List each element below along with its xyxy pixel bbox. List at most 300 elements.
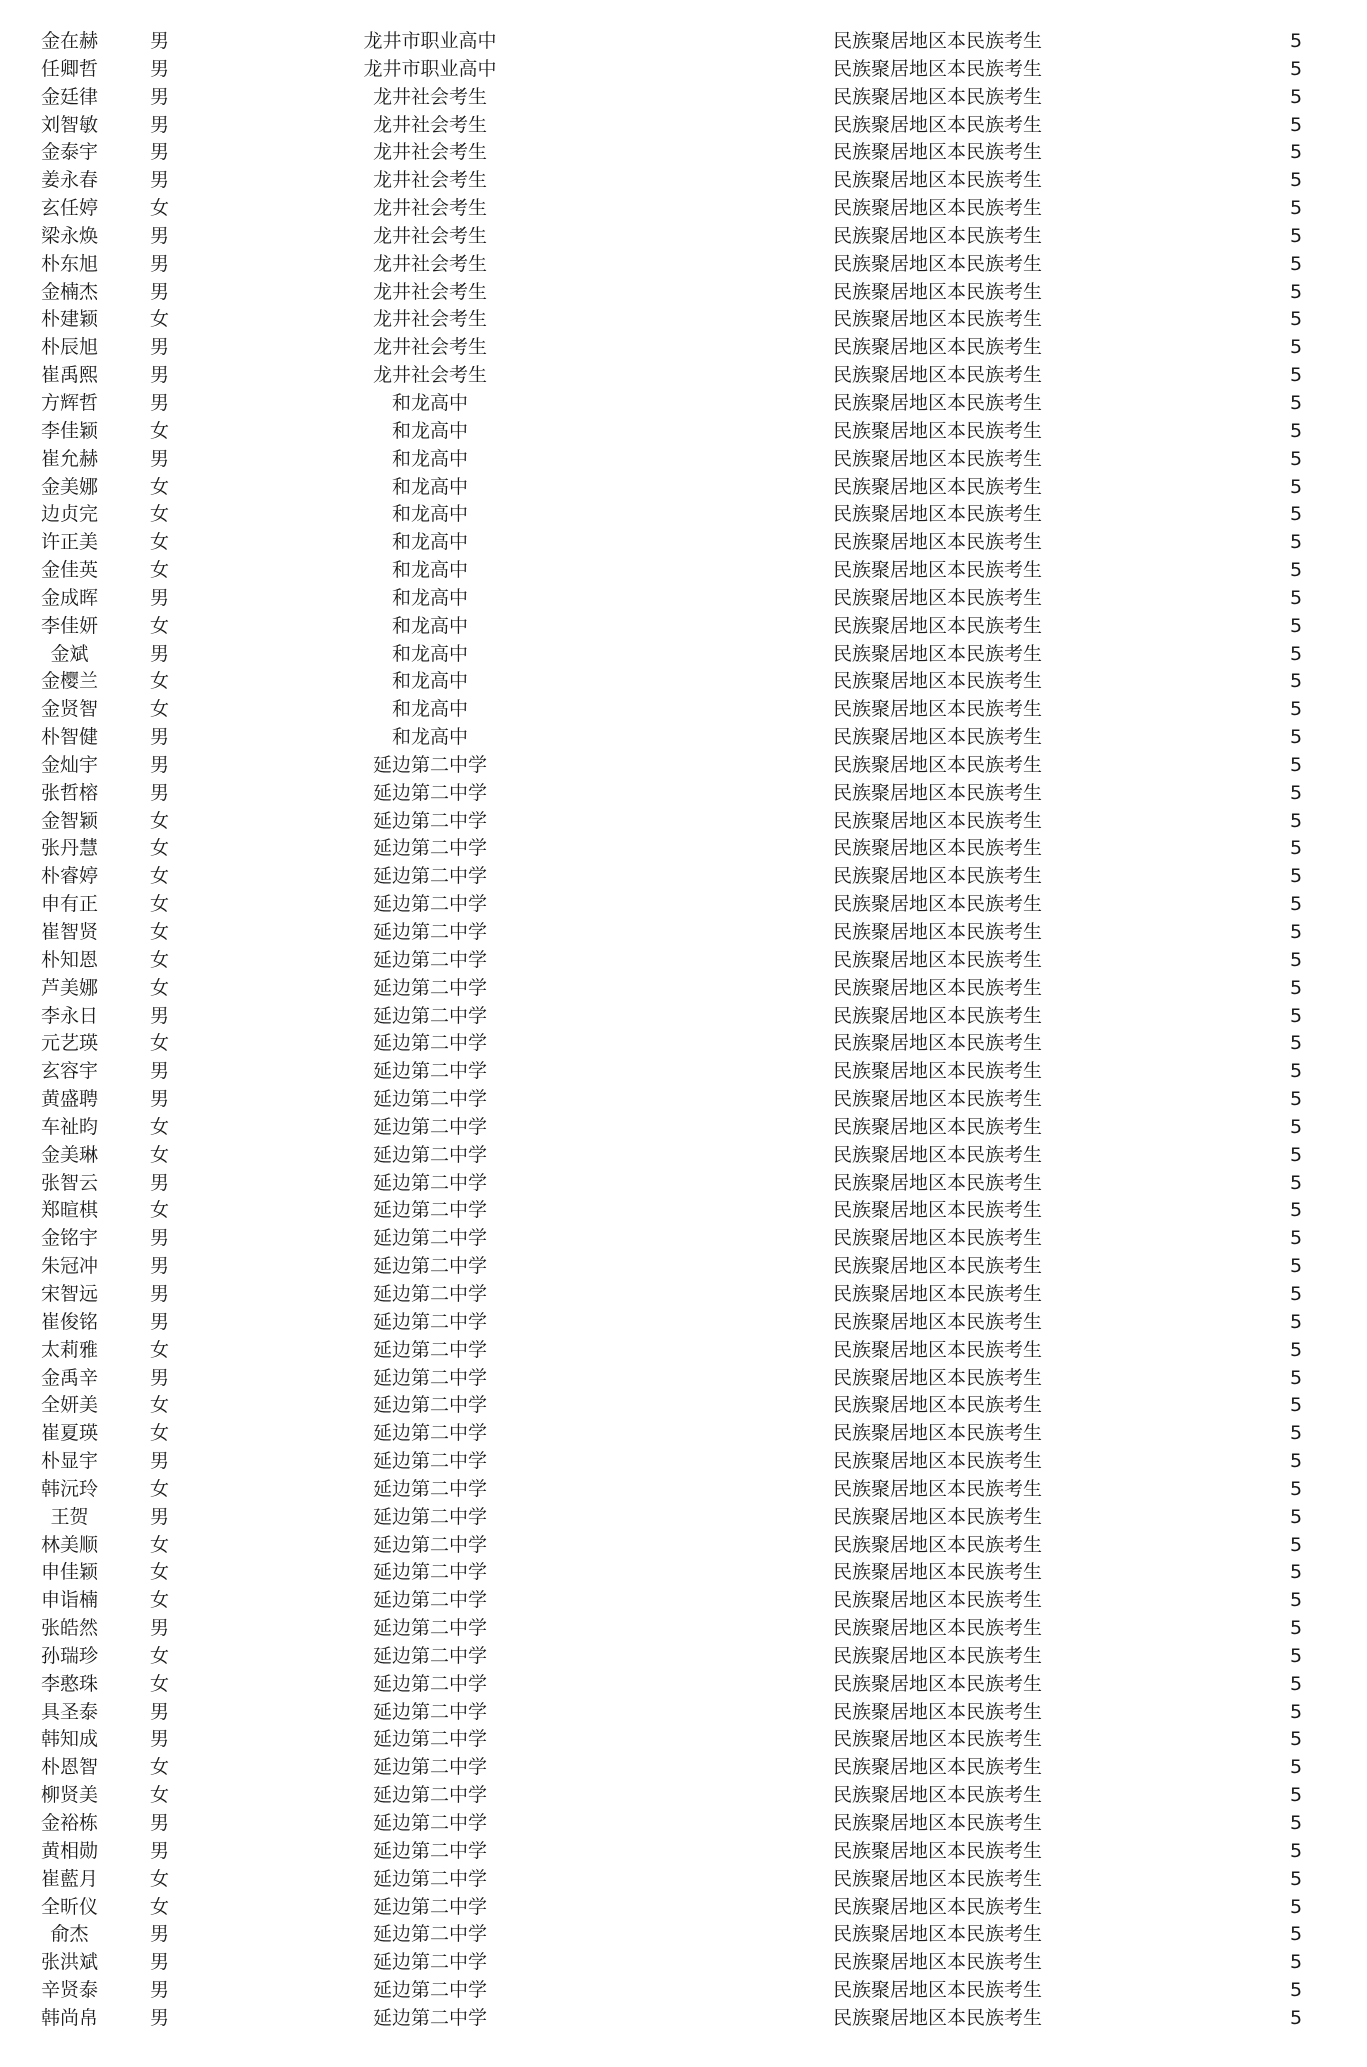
student-score: 5: [1290, 1115, 1303, 1138]
student-category: 民族聚居地区本民族考生: [833, 1617, 1043, 1640]
student-score: 5: [1290, 252, 1303, 275]
student-school: 延边第二中学: [372, 2006, 487, 2029]
student-name: 郑暄棋: [40, 1199, 98, 1222]
table-row: [0, 84, 1367, 112]
student-name: 金楠杰: [40, 280, 98, 303]
student-school: 龙井社会考生: [372, 252, 487, 275]
table-row: [0, 1504, 1367, 1532]
student-gender: 男: [150, 364, 170, 387]
student-gender: 男: [150, 1617, 170, 1640]
student-score: 5: [1290, 1004, 1303, 1027]
student-school: 延边第二中学: [372, 976, 487, 999]
student-gender: 男: [150, 1923, 170, 1946]
student-school: 和龙高中: [391, 614, 468, 637]
student-category: 民族聚居地区本民族考生: [833, 419, 1043, 442]
student-name: 金成晖: [40, 586, 98, 609]
table-row: [0, 474, 1367, 502]
student-gender: 女: [150, 893, 170, 916]
student-score: 5: [1290, 948, 1303, 971]
student-score: 5: [1290, 1505, 1303, 1528]
student-gender: 女: [150, 1895, 170, 1918]
student-category: 民族聚居地区本民族考生: [833, 1004, 1043, 1027]
table-row: [0, 1337, 1367, 1365]
student-category: 民族聚居地区本民族考生: [833, 726, 1043, 749]
student-school: 龙井社会考生: [372, 169, 487, 192]
student-name: 张智云: [40, 1171, 98, 1194]
student-school: 和龙高中: [391, 559, 468, 582]
table-row: [0, 56, 1367, 84]
student-category: 民族聚居地区本民族考生: [833, 670, 1043, 693]
student-gender: 男: [150, 1171, 170, 1194]
student-name: 车祉昀: [40, 1115, 98, 1138]
student-score: 5: [1290, 1895, 1303, 1918]
student-score: 5: [1290, 280, 1303, 303]
student-score: 5: [1290, 336, 1303, 359]
student-school: 龙井社会考生: [372, 280, 487, 303]
student-category: 民族聚居地区本民族考生: [833, 921, 1043, 943]
student-school: 延边第二中学: [372, 1088, 487, 1111]
student-category: 民族聚居地区本民族考生: [833, 976, 1043, 999]
table-row: [0, 947, 1367, 975]
student-gender: 女: [150, 475, 170, 498]
student-school: 延边第二中学: [372, 1060, 487, 1083]
table-row: [0, 1142, 1367, 1170]
student-score: 5: [1290, 586, 1303, 609]
student-name: 崔智贤: [40, 921, 98, 943]
student-school: 延边第二中学: [372, 1561, 487, 1584]
student-name: 俞杰: [50, 1923, 89, 1946]
student-score: 5: [1290, 503, 1303, 526]
student-category: 民族聚居地区本民族考生: [833, 893, 1043, 916]
student-school: 延边第二中学: [372, 1923, 487, 1946]
table-row: [0, 1281, 1367, 1309]
student-score: 5: [1290, 1310, 1303, 1333]
student-name: 林美顺: [40, 1533, 98, 1556]
student-school: 龙井社会考生: [372, 336, 487, 359]
student-name: 申佳颖: [40, 1561, 98, 1584]
student-gender: 男: [150, 1060, 170, 1083]
table-row: [0, 808, 1367, 836]
student-school: 延边第二中学: [372, 921, 487, 943]
student-gender: 男: [150, 252, 170, 275]
student-school: 和龙高中: [391, 391, 468, 414]
student-score: 5: [1290, 85, 1303, 108]
student-score: 5: [1290, 364, 1303, 387]
table-row: [0, 1114, 1367, 1142]
student-name: 全昕仪: [40, 1895, 98, 1918]
student-gender: 男: [150, 1088, 170, 1111]
student-category: 民族聚居地区本民族考生: [833, 1784, 1043, 1807]
table-row: [0, 835, 1367, 863]
student-category: 民族聚居地区本民族考生: [833, 837, 1043, 860]
table-row: [0, 752, 1367, 780]
student-category: 民族聚居地区本民族考生: [833, 391, 1043, 414]
student-gender: 女: [150, 614, 170, 637]
student-gender: 男: [150, 1979, 170, 2002]
student-gender: 男: [150, 336, 170, 359]
student-gender: 女: [150, 503, 170, 526]
table-row: [0, 1225, 1367, 1253]
student-school: 延边第二中学: [372, 1784, 487, 1807]
student-category: 民族聚居地区本民族考生: [833, 503, 1043, 526]
student-school: 和龙高中: [391, 586, 468, 609]
student-name: 任卿哲: [40, 57, 98, 80]
student-gender: 女: [150, 1199, 170, 1222]
student-school: 龙井社会考生: [372, 364, 487, 387]
student-school: 延边第二中学: [372, 1422, 487, 1445]
student-score: 5: [1290, 1533, 1303, 1556]
table-row: [0, 1615, 1367, 1643]
table-row: [0, 975, 1367, 1003]
student-gender: 男: [150, 447, 170, 470]
student-gender: 男: [150, 391, 170, 414]
student-name: 李憨珠: [40, 1672, 98, 1695]
table-row: [0, 1420, 1367, 1448]
student-gender: 男: [150, 1004, 170, 1027]
student-score: 5: [1290, 531, 1303, 554]
student-score: 5: [1290, 670, 1303, 693]
table-row: [0, 362, 1367, 390]
student-gender: 男: [150, 1700, 170, 1723]
student-gender: 女: [150, 1533, 170, 1556]
student-score: 5: [1290, 1394, 1303, 1417]
student-category: 民族聚居地区本民族考生: [833, 1282, 1043, 1305]
student-category: 民族聚居地区本民族考生: [833, 280, 1043, 303]
student-gender: 男: [150, 1450, 170, 1473]
student-name: 金铭宇: [40, 1227, 98, 1250]
student-school: 龙井社会考生: [372, 113, 487, 136]
student-gender: 女: [150, 1115, 170, 1138]
student-category: 民族聚居地区本民族考生: [833, 1115, 1043, 1138]
student-gender: 女: [150, 698, 170, 721]
student-score: 5: [1290, 559, 1303, 582]
student-gender: 男: [150, 141, 170, 164]
student-category: 民族聚居地区本民族考生: [833, 336, 1043, 359]
table-row: [0, 1894, 1367, 1922]
student-gender: 女: [150, 308, 170, 331]
student-name: 崔俊铭: [40, 1310, 98, 1333]
student-name: 黄盛聘: [40, 1088, 98, 1111]
student-category: 民族聚居地区本民族考生: [833, 1422, 1043, 1445]
student-name: 黄相勋: [40, 1839, 98, 1862]
student-school: 延边第二中学: [372, 1700, 487, 1723]
table-row: [0, 724, 1367, 752]
student-category: 民族聚居地区本民族考生: [833, 1171, 1043, 1194]
student-category: 民族聚居地区本民族考生: [833, 1255, 1043, 1278]
student-name: 李佳颖: [40, 419, 98, 442]
student-score: 5: [1290, 753, 1303, 776]
student-school: 龙井社会考生: [372, 85, 487, 108]
student-score: 5: [1290, 1477, 1303, 1500]
table-row: [0, 334, 1367, 362]
student-score: 5: [1290, 391, 1303, 414]
student-name: 韩知成: [40, 1728, 98, 1751]
student-gender: 男: [150, 57, 170, 80]
student-name: 韩沅玲: [40, 1477, 98, 1500]
table-row: [0, 112, 1367, 140]
student-name: 元艺瑛: [40, 1032, 98, 1055]
student-gender: 男: [150, 224, 170, 247]
student-gender: 男: [150, 1728, 170, 1751]
student-score: 5: [1290, 1060, 1303, 1083]
table-row: [0, 223, 1367, 251]
student-name: 朴睿婷: [40, 865, 98, 888]
student-category: 民族聚居地区本民族考生: [833, 141, 1043, 164]
student-name: 金佳英: [40, 559, 98, 582]
student-score: 5: [1290, 1672, 1303, 1695]
student-name: 张丹慧: [40, 837, 98, 860]
student-school: 延边第二中学: [372, 1171, 487, 1194]
student-score: 5: [1290, 169, 1303, 192]
table-row: [0, 251, 1367, 279]
table-row: [0, 1392, 1367, 1420]
student-school: 延边第二中学: [372, 865, 487, 888]
student-score: 5: [1290, 809, 1303, 832]
student-gender: 男: [150, 1839, 170, 1862]
student-gender: 女: [150, 419, 170, 442]
student-category: 民族聚居地区本民族考生: [833, 364, 1043, 387]
table-row: [0, 1754, 1367, 1782]
table-row: [0, 668, 1367, 696]
student-name: 金裕栋: [40, 1812, 98, 1834]
student-category: 民族聚居地区本民族考生: [833, 1756, 1043, 1779]
table-row: [0, 306, 1367, 334]
table-row: [0, 585, 1367, 613]
student-score: 5: [1290, 1561, 1303, 1584]
table-row: [0, 1170, 1367, 1198]
student-category: 民族聚居地区本民族考生: [833, 1032, 1043, 1055]
student-name: 太莉雅: [40, 1338, 98, 1361]
student-name: 崔夏瑛: [40, 1422, 98, 1445]
student-score: 5: [1290, 1255, 1303, 1278]
student-name: 姜永春: [40, 169, 98, 192]
student-category: 民族聚居地区本民族考生: [833, 1199, 1043, 1222]
student-name: 李佳妍: [40, 614, 98, 637]
student-category: 民族聚居地区本民族考生: [833, 1812, 1043, 1834]
student-name: 柳贤美: [40, 1784, 98, 1807]
student-category: 民族聚居地区本民族考生: [833, 559, 1043, 582]
table-row: [0, 1003, 1367, 1031]
student-score: 5: [1290, 1784, 1303, 1807]
student-name: 朴显宇: [40, 1450, 98, 1473]
student-score: 5: [1290, 1199, 1303, 1222]
student-gender: 女: [150, 1756, 170, 1779]
student-name: 金贤智: [40, 698, 98, 721]
student-gender: 男: [150, 753, 170, 776]
student-category: 民族聚居地区本民族考生: [833, 1338, 1043, 1361]
student-score: 5: [1290, 224, 1303, 247]
student-category: 民族聚居地区本民族考生: [833, 1979, 1043, 2002]
student-category: 民族聚居地区本民族考生: [833, 1700, 1043, 1723]
student-name: 金美琳: [40, 1143, 98, 1166]
student-score: 5: [1290, 893, 1303, 916]
student-school: 龙井社会考生: [372, 308, 487, 331]
student-name: 全妍美: [40, 1394, 98, 1417]
student-score: 5: [1290, 1032, 1303, 1055]
student-score: 5: [1290, 1366, 1303, 1389]
student-score: 5: [1290, 475, 1303, 498]
student-score: 5: [1290, 1979, 1303, 2002]
student-score: 5: [1290, 1867, 1303, 1890]
student-school: 延边第二中学: [372, 1338, 487, 1361]
student-school: 延边第二中学: [372, 1895, 487, 1918]
student-category: 民族聚居地区本民族考生: [833, 1450, 1043, 1473]
student-gender: 男: [150, 280, 170, 303]
student-gender: 男: [150, 781, 170, 804]
student-category: 民族聚居地区本民族考生: [833, 753, 1043, 776]
student-school: 延边第二中学: [372, 948, 487, 971]
student-school: 延边第二中学: [372, 1199, 487, 1222]
student-category: 民族聚居地区本民族考生: [833, 224, 1043, 247]
student-score: 5: [1290, 1450, 1303, 1473]
table-row: [0, 1810, 1367, 1838]
student-name: 金在赫: [40, 30, 98, 52]
student-score: 5: [1290, 1617, 1303, 1640]
student-gender: 女: [150, 531, 170, 554]
table-row: [0, 1309, 1367, 1337]
student-gender: 男: [150, 169, 170, 192]
student-category: 民族聚居地区本民族考生: [833, 2006, 1043, 2029]
table-row: [0, 891, 1367, 919]
student-gender: 女: [150, 1422, 170, 1445]
student-name: 张洪斌: [40, 1951, 98, 1974]
table-row: [0, 28, 1367, 56]
table-row: [0, 1587, 1367, 1615]
student-gender: 女: [150, 1644, 170, 1667]
table-row: [0, 1448, 1367, 1476]
student-score: 5: [1290, 1728, 1303, 1751]
student-category: 民族聚居地区本民族考生: [833, 1394, 1043, 1417]
student-category: 民族聚居地区本民族考生: [833, 1366, 1043, 1389]
student-category: 民族聚居地区本民族考生: [833, 447, 1043, 470]
student-category: 民族聚居地区本民族考生: [833, 1477, 1043, 1500]
student-name: 玄任婷: [40, 197, 98, 220]
student-gender: 女: [150, 865, 170, 888]
student-gender: 男: [150, 1951, 170, 1974]
student-score: 5: [1290, 30, 1303, 52]
student-category: 民族聚居地区本民族考生: [833, 1060, 1043, 1083]
student-school: 延边第二中学: [372, 1951, 487, 1974]
student-category: 民族聚居地区本民族考生: [833, 1505, 1043, 1528]
student-category: 民族聚居地区本民族考生: [833, 1644, 1043, 1667]
student-score: 5: [1290, 141, 1303, 164]
student-school: 龙井市职业高中: [363, 57, 497, 80]
student-gender: 女: [150, 1589, 170, 1612]
table-row: [0, 696, 1367, 724]
student-school: 和龙高中: [391, 642, 468, 665]
table-row: [0, 613, 1367, 641]
student-name: 朴建颖: [40, 308, 98, 331]
student-school: 延边第二中学: [372, 1032, 487, 1055]
student-school: 延边第二中学: [372, 1394, 487, 1417]
student-category: 民族聚居地区本民族考生: [833, 1867, 1043, 1890]
student-category: 民族聚居地区本民族考生: [833, 809, 1043, 832]
student-school: 和龙高中: [391, 726, 468, 749]
student-school: 延边第二中学: [372, 1282, 487, 1305]
student-score: 5: [1290, 1756, 1303, 1779]
student-score: 5: [1290, 113, 1303, 136]
student-name: 申有正: [40, 893, 98, 916]
student-score: 5: [1290, 1088, 1303, 1111]
student-score: 5: [1290, 308, 1303, 331]
student-school: 延边第二中学: [372, 837, 487, 860]
table-row: [0, 1671, 1367, 1699]
student-school: 延边第二中学: [372, 1812, 487, 1834]
student-score: 5: [1290, 1282, 1303, 1305]
student-school: 延边第二中学: [372, 1227, 487, 1250]
student-school: 延边第二中学: [372, 1115, 487, 1138]
table-row: [0, 1782, 1367, 1810]
student-category: 民族聚居地区本民族考生: [833, 252, 1043, 275]
student-category: 民族聚居地区本民族考生: [833, 698, 1043, 721]
student-name: 金斌: [50, 642, 89, 665]
student-category: 民族聚居地区本民族考生: [833, 531, 1043, 554]
student-name: 边贞完: [40, 503, 98, 526]
table-row: [0, 1030, 1367, 1058]
student-category: 民族聚居地区本民族考生: [833, 30, 1043, 52]
table-row: [0, 1532, 1367, 1560]
student-score: 5: [1290, 197, 1303, 220]
student-school: 延边第二中学: [372, 809, 487, 832]
student-category: 民族聚居地区本民族考生: [833, 1561, 1043, 1584]
student-gender: 女: [150, 837, 170, 860]
student-gender: 女: [150, 197, 170, 220]
student-score: 5: [1290, 921, 1303, 943]
student-name: 韩尚帛: [40, 2006, 98, 2029]
student-name: 孙瑞珍: [40, 1644, 98, 1667]
student-score: 5: [1290, 781, 1303, 804]
table-row: [0, 1253, 1367, 1281]
student-school: 延边第二中学: [372, 1617, 487, 1640]
student-score: 5: [1290, 1422, 1303, 1445]
student-school: 延边第二中学: [372, 1644, 487, 1667]
student-school: 龙井市职业高中: [363, 30, 497, 52]
table-row: [0, 390, 1367, 418]
student-gender: 男: [150, 1255, 170, 1278]
student-category: 民族聚居地区本民族考生: [833, 197, 1043, 220]
student-name: 朴东旭: [40, 252, 98, 275]
student-name: 朴智健: [40, 726, 98, 749]
student-category: 民族聚居地区本民族考生: [833, 1589, 1043, 1612]
table-row: [0, 1643, 1367, 1671]
student-school: 延边第二中学: [372, 1589, 487, 1612]
student-gender: 女: [150, 809, 170, 832]
table-row: [0, 418, 1367, 446]
student-name: 梁永焕: [40, 224, 98, 247]
student-school: 延边第二中学: [372, 1477, 487, 1500]
table-row: [0, 1866, 1367, 1894]
table-row: [0, 863, 1367, 891]
student-score: 5: [1290, 1839, 1303, 1862]
student-score: 5: [1290, 1227, 1303, 1250]
student-gender: 男: [150, 2006, 170, 2029]
student-score: 5: [1290, 1171, 1303, 1194]
student-category: 民族聚居地区本民族考生: [833, 57, 1043, 80]
student-gender: 男: [150, 1310, 170, 1333]
student-score: 5: [1290, 57, 1303, 80]
table-row: [0, 501, 1367, 529]
student-school: 和龙高中: [391, 475, 468, 498]
student-gender: 女: [150, 1338, 170, 1361]
student-name: 宋智远: [40, 1282, 98, 1305]
student-school: 和龙高中: [391, 670, 468, 693]
student-name: 金美娜: [40, 475, 98, 498]
student-gender: 女: [150, 1394, 170, 1417]
student-school: 延边第二中学: [372, 893, 487, 916]
student-category: 民族聚居地区本民族考生: [833, 586, 1043, 609]
student-category: 民族聚居地区本民族考生: [833, 781, 1043, 804]
student-name: 张哲榕: [40, 781, 98, 804]
